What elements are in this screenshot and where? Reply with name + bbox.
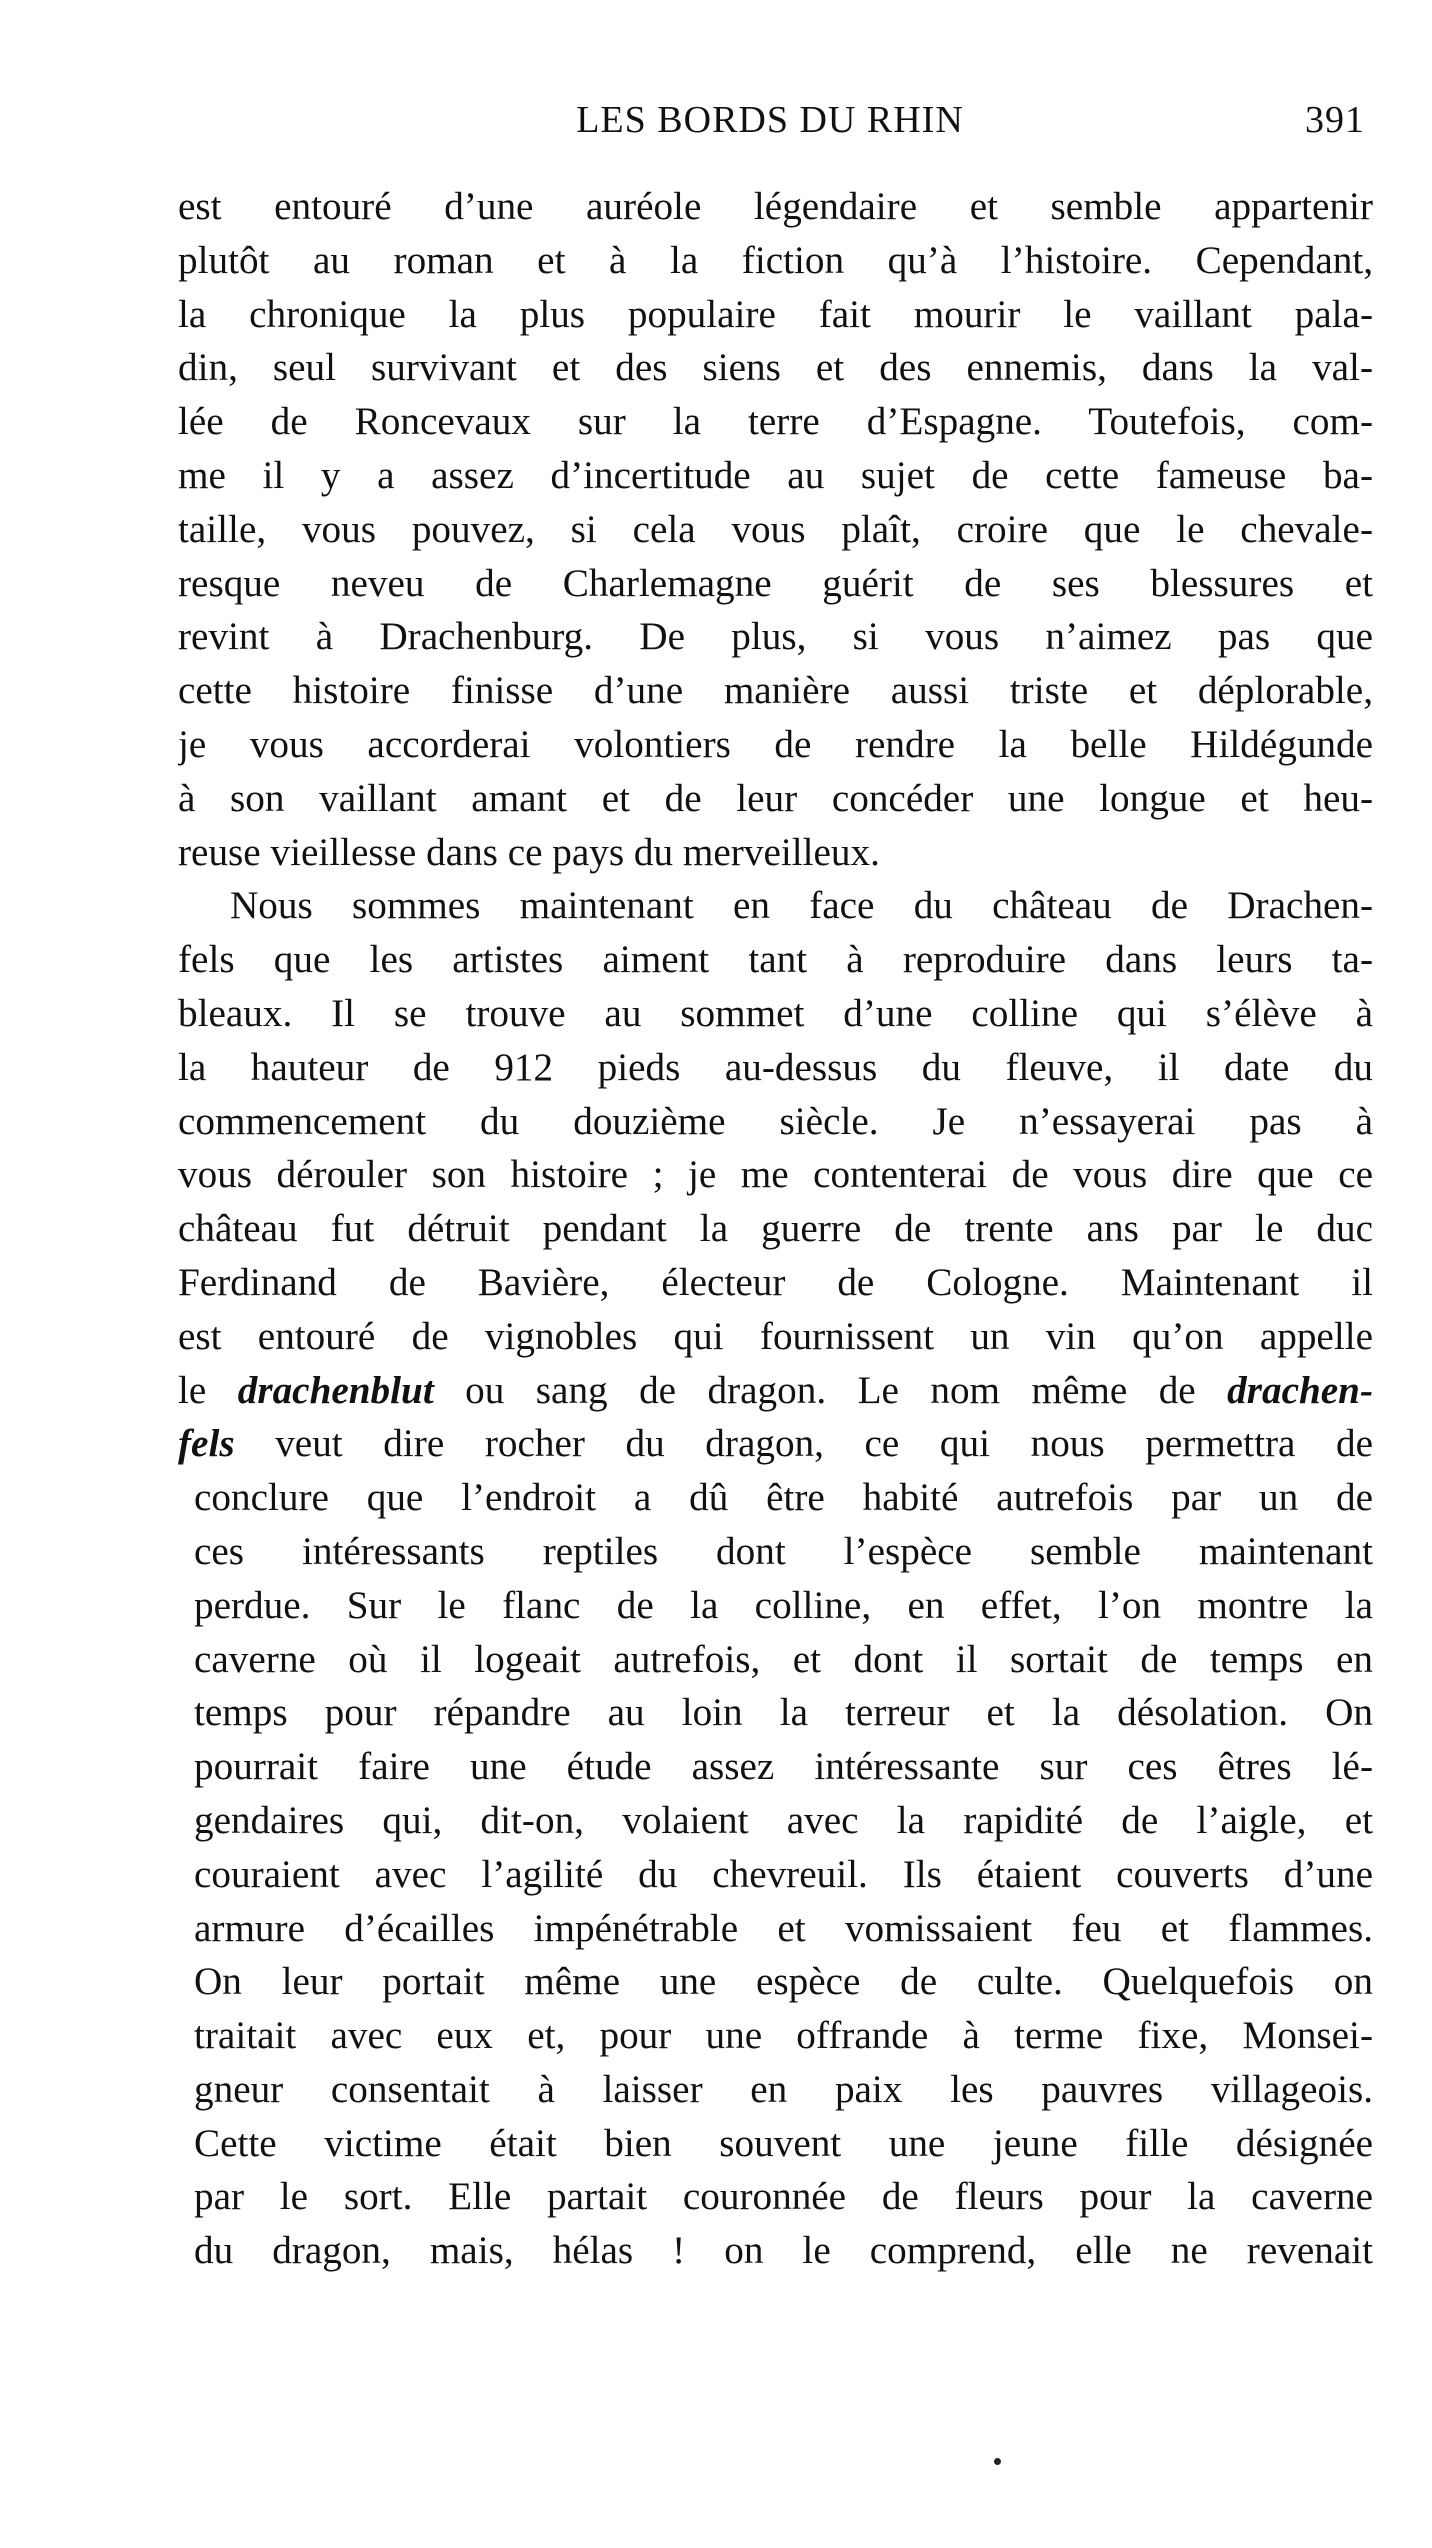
text-line: din, seul survivant et des siens et des ennemis, dans la val- <box>178 346 1373 390</box>
text-line: temps pour répandre au loin la terreur et la désolation. On <box>194 1691 1373 1735</box>
text-line: par le sort. Elle partait couronnée de fleurs pour la caverne <box>194 2175 1373 2219</box>
text-line: conclure que l’endroit a dû être habité autrefois par un de <box>194 1476 1373 1520</box>
ink-speck <box>994 2458 1001 2465</box>
text-line: Cette victime était bien souvent une jeune fille désignée <box>194 2121 1373 2165</box>
text-line: château fut détruit pendant la guerre de trente ans par le duc <box>178 1207 1373 1251</box>
text-line: bleaux. Il se trouve au sommet d’une colline qui s’élève à <box>178 991 1373 1035</box>
running-head <box>175 98 1365 158</box>
text-line: vous dérouler son histoire ; je me contenterai de vous dire que ce <box>178 1153 1373 1197</box>
italic-term: fels <box>178 1422 235 1466</box>
paragraph-end-line: reuse vieillesse dans ce pays du merveilleux. <box>178 830 880 874</box>
text-line: Ferdinand de Bavière, électeur de Cologne. Maintenant il <box>178 1260 1373 1304</box>
text-line: la hauteur de 912 pieds au-dessus du fleuve, il date du <box>178 1045 1373 1089</box>
text-line: est entouré d’une auréole légendaire et semble appartenir <box>178 185 1373 228</box>
body-text <box>178 180 1373 2278</box>
text-line: perdue. Sur le flanc de la colline, en effet, l’on montre la <box>194 1583 1373 1627</box>
text-line-with-italic <box>178 1364 1373 1418</box>
text-line: est entouré de vignobles qui fournissent un vin qu’on appelle <box>178 1314 1373 1358</box>
page-number: 391 <box>1305 99 1365 141</box>
text-line: me il y a assez d’incertitude au sujet de cette fameuse ba- <box>178 453 1373 497</box>
text-line: resque neveu de Charlemagne guérit de ses blessures et <box>178 561 1373 605</box>
text-line: couraient avec l’agilité du chevreuil. Ils étaient couverts d’une <box>194 1852 1373 1896</box>
italic-term: drachenblut <box>237 1368 434 1412</box>
text-line: armure d’écailles impénétrable et vomissaient feu et flammes. <box>194 1906 1373 1950</box>
text-line: fels que les artistes aiment tant à reproduire dans leurs ta- <box>178 938 1373 982</box>
text-line: gneur consentait à laisser en paix les pauvres villageois. <box>194 2067 1373 2111</box>
line-text: veut dire rocher du dragon, ce qui nous permettra de <box>234 1422 1373 1466</box>
text-line: ces intéressants reptiles dont l’espèce semble maintenant <box>194 1529 1373 1573</box>
text-line: lée de Roncevaux sur la terre d’Espagne. Toutefois, com- <box>178 400 1373 444</box>
text-line: du dragon, mais, hélas ! on le comprend, elle ne revenait <box>194 2229 1373 2273</box>
text-line: On leur portait même une espèce de culte. Quelquefois on <box>194 1960 1373 2004</box>
line-text: le <box>178 1368 238 1412</box>
italic-term: drachen- <box>1227 1368 1373 1412</box>
line-text: ou sang de dragon. Le nom même de <box>433 1368 1228 1412</box>
text-line: cette histoire finisse d’une manière aussi triste et déplorable, <box>178 669 1373 713</box>
text-line: gendaires qui, dit-on, volaient avec la rapidité de l’aigle, et <box>194 1798 1373 1842</box>
text-line: pourrait faire une étude assez intéressante sur ces êtres lé- <box>194 1745 1373 1789</box>
text-line: traitait avec eux et, pour une offrande à terme fixe, Monsei- <box>194 2014 1373 2058</box>
running-title: LES BORDS DU RHIN <box>576 99 964 141</box>
text-line-with-italic <box>178 1417 1373 1471</box>
text-line: taille, vous pouvez, si cela vous plaît, croire que le chevale- <box>178 507 1373 551</box>
text-line: commencement du douzième siècle. Je n’essayerai pas à <box>178 1099 1373 1143</box>
text-line: la chronique la plus populaire fait mourir le vaillant pala- <box>178 292 1373 336</box>
text-line: caverne où il logeait autrefois, et dont il sortait de temps en <box>194 1637 1373 1681</box>
text-line: je vous accorderai volontiers de rendre la belle Hildégunde <box>178 722 1373 766</box>
text-line: à son vaillant amant et de leur concéder une longue et heu- <box>178 776 1373 820</box>
paragraph-start-line: Nous sommes maintenant en face du château de Drachen- <box>230 884 1373 928</box>
text-line: plutôt au roman et à la fiction qu’à l’histoire. Cependant, <box>178 238 1373 282</box>
text-line: revint à Drachenburg. De plus, si vous n’aimez pas que <box>178 615 1373 659</box>
